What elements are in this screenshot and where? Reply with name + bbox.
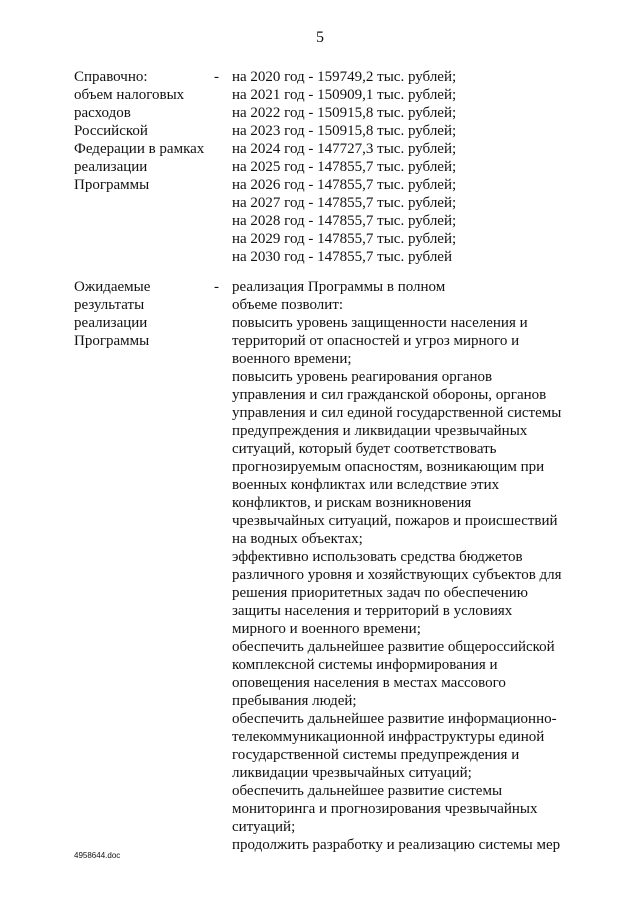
content-line: на 2028 год - 147855,7 тыс. рублей; xyxy=(232,213,457,229)
page-number: 5 xyxy=(316,29,324,46)
content-line: на 2024 год - 147727,3 тыс. рублей; xyxy=(232,141,457,157)
content-line: на 2023 год - 150915,8 тыс. рублей; xyxy=(232,123,457,139)
content-line: на 2029 год - 147855,7 тыс. рублей; xyxy=(232,231,457,247)
content-line: пребывания людей; xyxy=(232,693,357,709)
file-name-footer: 4958644.doc xyxy=(74,851,121,860)
content-line: повысить уровень защищенности населения и xyxy=(232,315,528,331)
label-line: объем налоговых xyxy=(74,87,185,103)
dash-separator: - xyxy=(214,279,219,295)
content-line: военных конфликтах или вследствие этих xyxy=(232,477,500,493)
content-line: территорий от опасностей и угроз мирного и xyxy=(232,333,520,349)
content-line: повысить уровень реагирования органов xyxy=(232,369,493,385)
label-line: Программы xyxy=(74,177,150,193)
label-line: Справочно: xyxy=(74,69,148,85)
section-label xyxy=(74,68,209,194)
section-content xyxy=(232,278,577,854)
content-line: продолжить разработку и реализацию системы мер xyxy=(232,837,561,853)
content-line: защиты населения и территорий в условиях xyxy=(232,603,513,619)
content-line: ситуаций; xyxy=(232,819,296,835)
content-line: объеме позволит: xyxy=(232,297,344,313)
content-line: на 2022 год - 150915,8 тыс. рублей; xyxy=(232,105,457,121)
content-line: чрезвычайных ситуаций, пожаров и происшествий xyxy=(232,513,558,529)
content-line: обеспечить дальнейшее развитие общероссийской xyxy=(232,639,555,655)
label-line: результаты xyxy=(74,297,145,313)
content-line: ликвидации чрезвычайных ситуаций; xyxy=(232,765,472,781)
content-line: военного времени; xyxy=(232,351,352,367)
content-line: реализация Программы в полном xyxy=(232,279,446,295)
content-line: конфликтов, и рискам возникновения xyxy=(232,495,472,511)
content-line: на 2025 год - 147855,7 тыс. рублей; xyxy=(232,159,457,175)
content-line: предупреждения и ликвидации чрезвычайных xyxy=(232,423,528,439)
content-line: обеспечить дальнейшее развитие системы xyxy=(232,783,503,799)
content-line: различного уровня и хозяйствующих субъектов для xyxy=(232,567,562,583)
content-line: эффективно использовать средства бюджетов xyxy=(232,549,523,565)
content-line: решения приоритетных задач по обеспечению xyxy=(232,585,529,601)
content-line: на 2026 год - 147855,7 тыс. рублей; xyxy=(232,177,457,193)
content-line: ситуаций, который будет соответствовать xyxy=(232,441,497,457)
section-content xyxy=(232,68,577,266)
label-line: расходов xyxy=(74,105,131,121)
content-line: на 2020 год - 159749,2 тыс. рублей; xyxy=(232,69,457,85)
content-line: мониторинга и прогнозирования чрезвычайных xyxy=(232,801,538,817)
content-line: обеспечить дальнейшее развитие информационно- xyxy=(232,711,557,727)
content-line: на 2021 год - 150909,1 тыс. рублей; xyxy=(232,87,457,103)
content-line: управления и сил единой государственной системы xyxy=(232,405,562,421)
label-line: реализации xyxy=(74,315,148,331)
content-line: на 2027 год - 147855,7 тыс. рублей; xyxy=(232,195,457,211)
content-line: управления и сил гражданской обороны, органов xyxy=(232,387,547,403)
content-line: комплексной системы информирования и xyxy=(232,657,498,673)
label-line: Федерации в рамках xyxy=(74,141,205,157)
dash-separator: - xyxy=(214,69,219,85)
label-line: Ожидаемые xyxy=(74,279,151,295)
label-line: Программы xyxy=(74,333,150,349)
label-line: реализации xyxy=(74,159,148,175)
content-line: телекоммуникационной инфраструктуры единой xyxy=(232,729,545,745)
content-line: на 2030 год - 147855,7 тыс. рублей xyxy=(232,249,452,265)
content-line: государственной системы предупреждения и xyxy=(232,747,520,763)
label-line: Российской xyxy=(74,123,148,139)
content-line: мирного и военного времени; xyxy=(232,621,421,637)
section-label xyxy=(74,278,209,350)
content-line: на водных объектах; xyxy=(232,531,363,547)
content-line: оповещения населения в местах массового xyxy=(232,675,506,691)
content-line: прогнозируемым опасностям, возникающим при xyxy=(232,459,545,475)
